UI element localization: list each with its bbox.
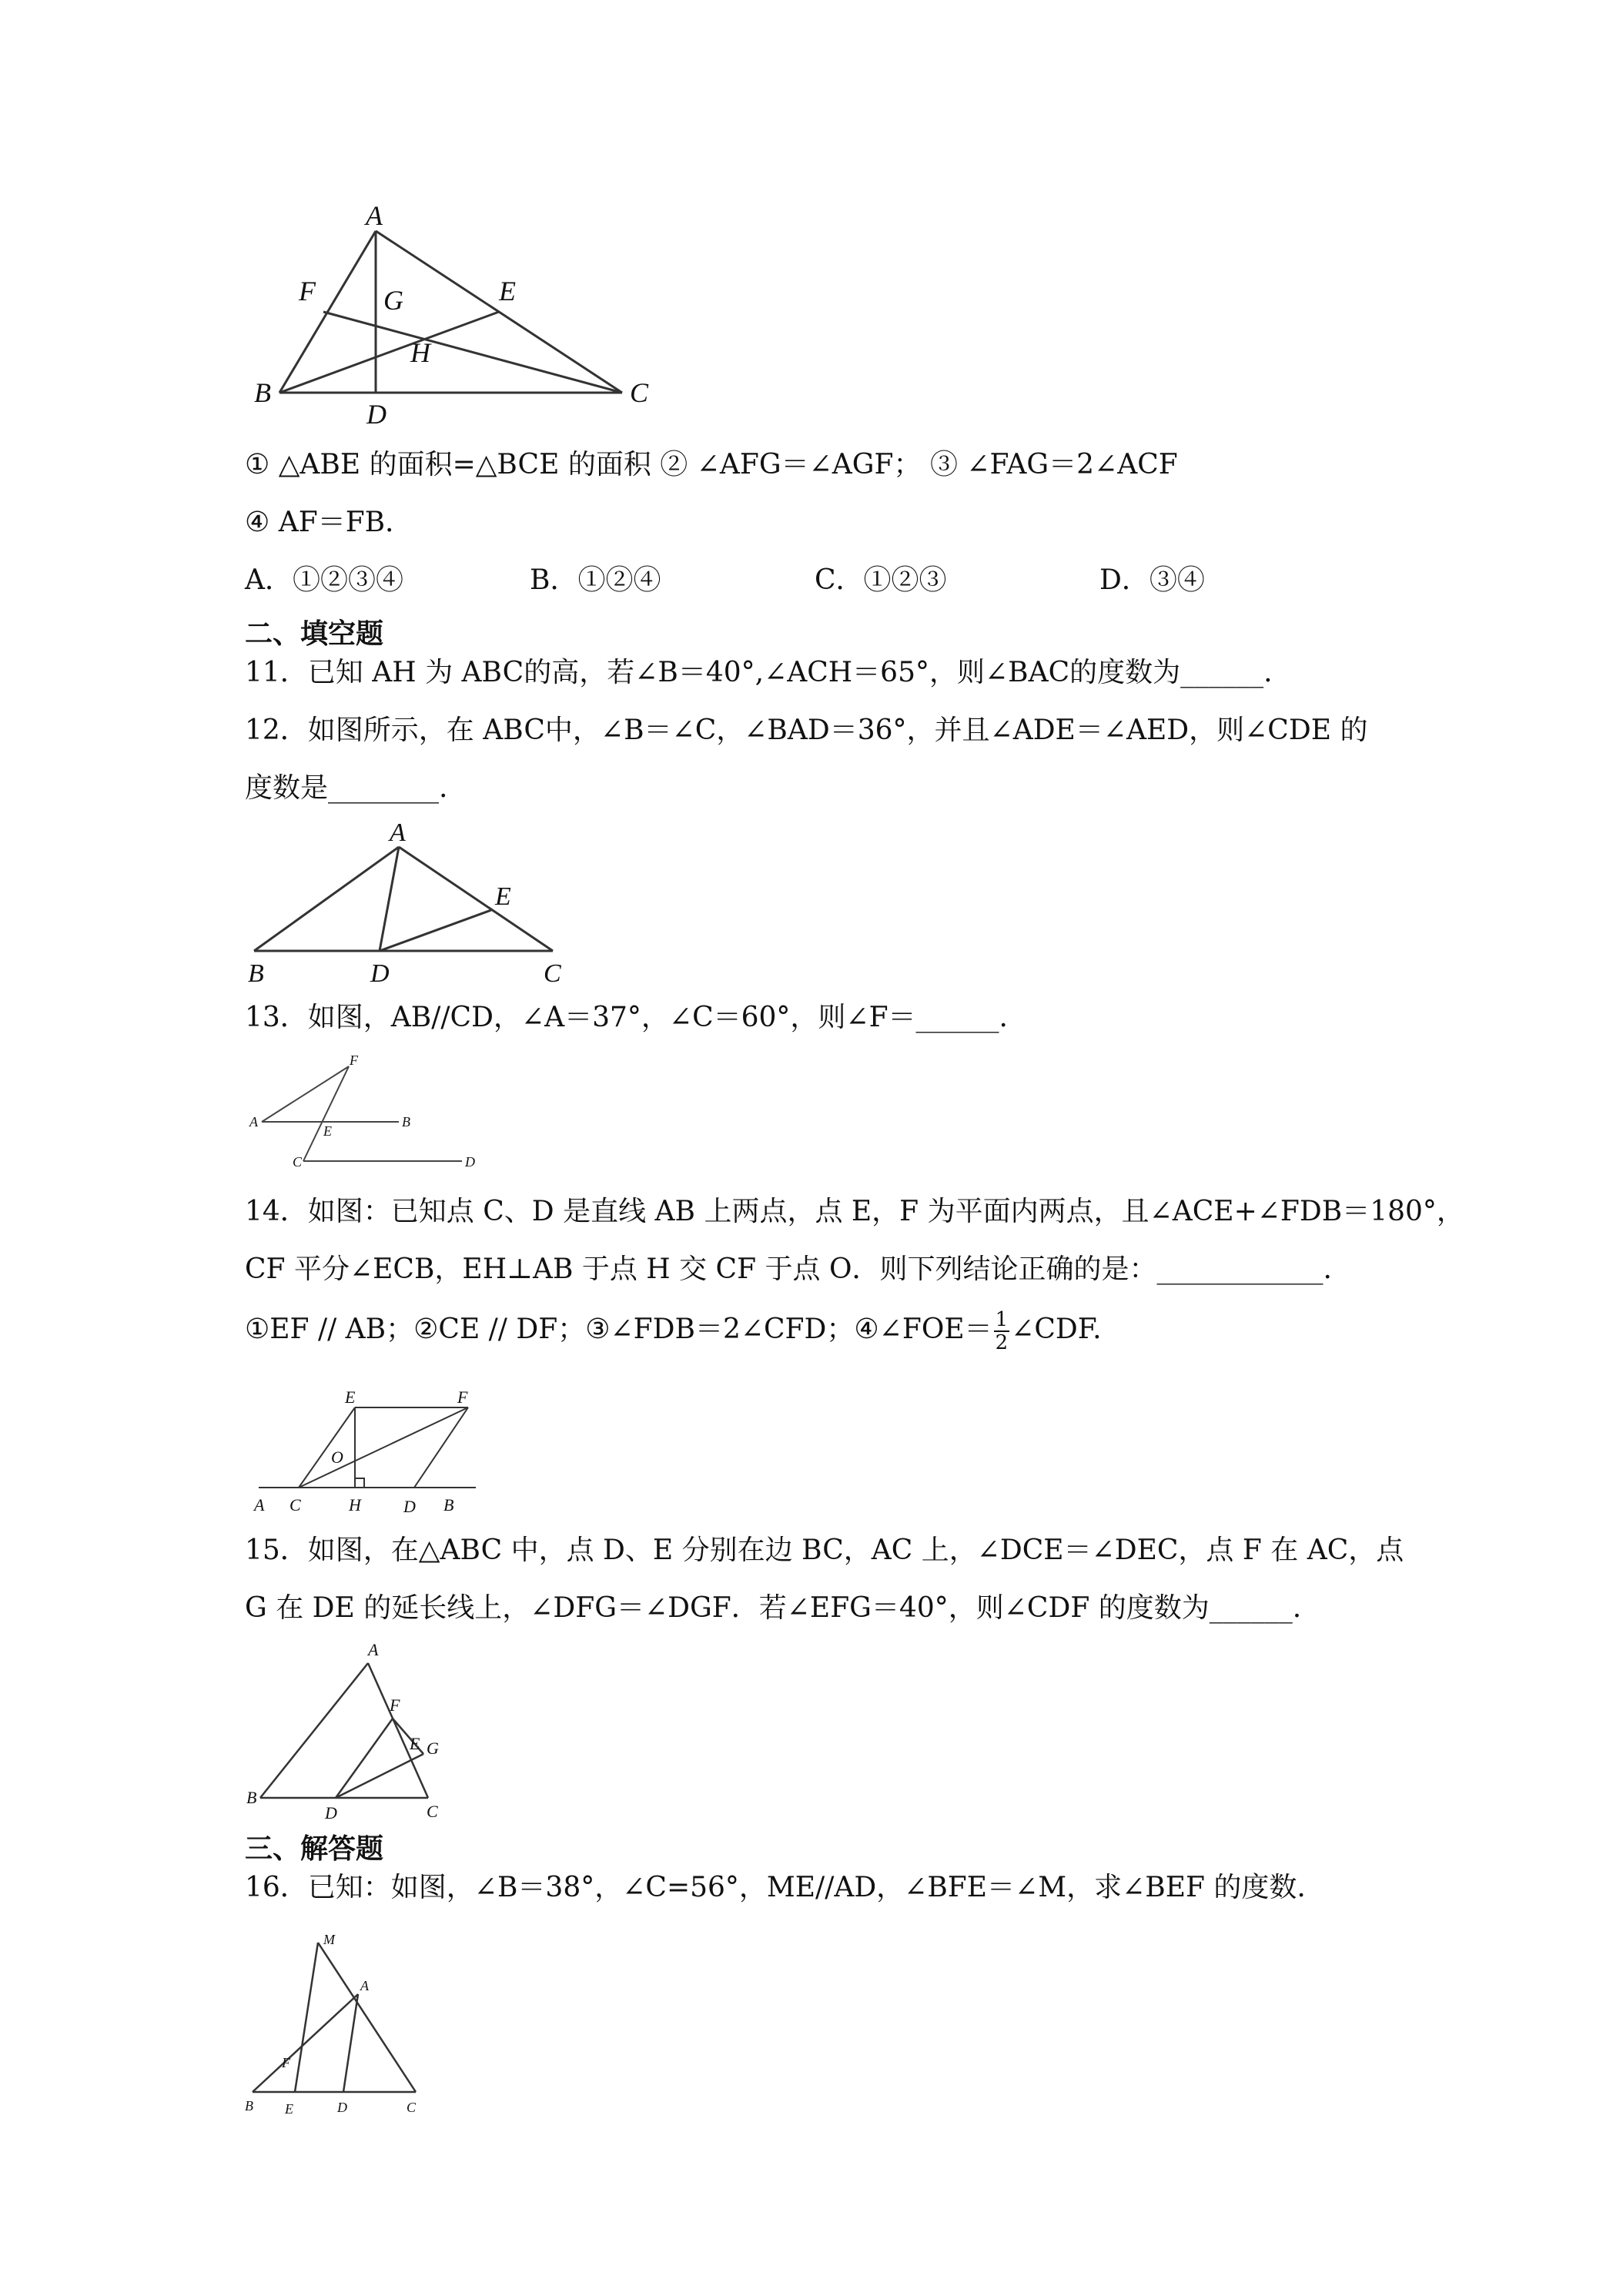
label-H: H bbox=[349, 1495, 361, 1514]
label-D: D bbox=[337, 2100, 347, 2115]
q14-statements: ①EF // AB；②CE // DF；③∠FDB＝2∠CFD；④∠FOE＝ bbox=[245, 1314, 992, 1345]
q12-line1: 12．如图所示，在 ABC中，∠B＝∠C，∠BAD＝36°，并且∠ADE＝∠AED，则∠CDE 的 bbox=[245, 715, 1368, 746]
label-F: F bbox=[299, 276, 316, 306]
figure-q15-triangle bbox=[245, 1640, 484, 1821]
label-B: B bbox=[248, 959, 264, 988]
label-D: D bbox=[366, 399, 387, 423]
label-C: C bbox=[407, 2100, 417, 2115]
label-B: B bbox=[402, 1114, 410, 1130]
label-G: G bbox=[427, 1739, 439, 1758]
q10-option-a: A．①②③④ bbox=[245, 564, 403, 596]
q10-option-c: C．①②③ bbox=[815, 564, 947, 596]
figure-q16-triangle bbox=[245, 1929, 445, 2121]
q10-statements-line2: ④ AF＝FB． bbox=[245, 507, 413, 538]
figure-q12-triangle bbox=[245, 820, 584, 989]
q10-statements-line1: ① △ABE 的面积=△BCE 的面积 ② ∠AFG＝∠AGF； ③ ∠FAG＝2∠ACF bbox=[245, 449, 1178, 480]
section-title-fill-in: 二、填空题 bbox=[245, 618, 384, 650]
label-H: H bbox=[410, 337, 430, 368]
figure-q10-triangle bbox=[245, 200, 676, 423]
label-C: C bbox=[289, 1495, 301, 1514]
label-A: A bbox=[249, 1114, 258, 1130]
label-E: E bbox=[323, 1123, 332, 1139]
label-F: F bbox=[282, 2055, 290, 2070]
q10-option-d: D．③④ bbox=[1099, 564, 1205, 596]
label-F: F bbox=[350, 1053, 358, 1068]
label-B: B bbox=[443, 1495, 454, 1514]
label-B: B bbox=[246, 1788, 257, 1807]
label-D: D bbox=[370, 959, 390, 988]
q14-line3 bbox=[245, 1309, 1102, 1354]
label-A: A bbox=[360, 1978, 369, 1993]
figure-q13-parallel-lines bbox=[245, 1051, 491, 1170]
label-F: F bbox=[457, 1387, 468, 1407]
label-A: A bbox=[254, 1495, 265, 1514]
label-D: D bbox=[465, 1154, 475, 1170]
label-A: A bbox=[390, 820, 406, 847]
label-E: E bbox=[495, 882, 511, 911]
label-C: C bbox=[293, 1154, 303, 1170]
label-E: E bbox=[499, 276, 516, 306]
q14-line1: 14．如图：已知点 C、D 是直线 AB 上两点，点 E，F 为平面内两点，且∠ACE+∠FDB＝180°， bbox=[245, 1196, 1464, 1227]
label-C: C bbox=[427, 1802, 438, 1821]
section-title-answer: 三、解答题 bbox=[245, 1833, 384, 1865]
fraction-one-half: $\frac{1}{2}$ bbox=[995, 1308, 1009, 1354]
label-B: B bbox=[245, 2098, 253, 2114]
label-E: E bbox=[410, 1734, 420, 1753]
q14-statements-end: ∠CDF. bbox=[1011, 1314, 1102, 1345]
q13-text: 13．如图，AB//CD，∠A＝37°，∠C＝60°，则∠F＝______. bbox=[245, 1002, 1009, 1033]
q12-line2: 度数是________. bbox=[245, 772, 448, 804]
label-B: B bbox=[254, 377, 271, 408]
q15-line2: G 在 DE 的延长线上，∠DFG＝∠DGF．若∠EFG＝40°，则∠CDF 的度数为______. bbox=[245, 1592, 1302, 1624]
label-C: C bbox=[630, 377, 649, 408]
q14-line2: CF 平分∠ECB，EH⊥AB 于点 H 交 CF 于点 O．则下列结论正确的是：____________. bbox=[245, 1253, 1332, 1285]
label-D: D bbox=[403, 1497, 416, 1516]
label-D: D bbox=[325, 1803, 337, 1821]
label-O: O bbox=[331, 1448, 343, 1467]
q15-line1: 15．如图，在△ABC 中，点 D、E 分别在边 BC，AC 上，∠DCE＝∠DEC，点 F 在 AC，点 bbox=[245, 1535, 1404, 1566]
label-E: E bbox=[285, 2101, 293, 2117]
label-G: G bbox=[383, 285, 403, 316]
label-M: M bbox=[323, 1932, 335, 1947]
q11-text: 11．已知 AH 为 ABC的高，若∠B＝40°,∠ACH＝65°，则∠BAC的度数为______. bbox=[245, 657, 1273, 688]
label-A: A bbox=[366, 200, 383, 231]
q16-text: 16．已知：如图，∠B＝38°，∠C=56°，ME//AD，∠BFE＝∠M，求∠BEF 的度数. bbox=[245, 1872, 1306, 1903]
label-A: A bbox=[368, 1640, 379, 1659]
q10-option-b: B．①②④ bbox=[530, 564, 661, 596]
figure-q14-parallelogram bbox=[245, 1378, 507, 1521]
label-C: C bbox=[544, 959, 561, 988]
label-E: E bbox=[345, 1387, 356, 1407]
label-F: F bbox=[390, 1695, 400, 1715]
